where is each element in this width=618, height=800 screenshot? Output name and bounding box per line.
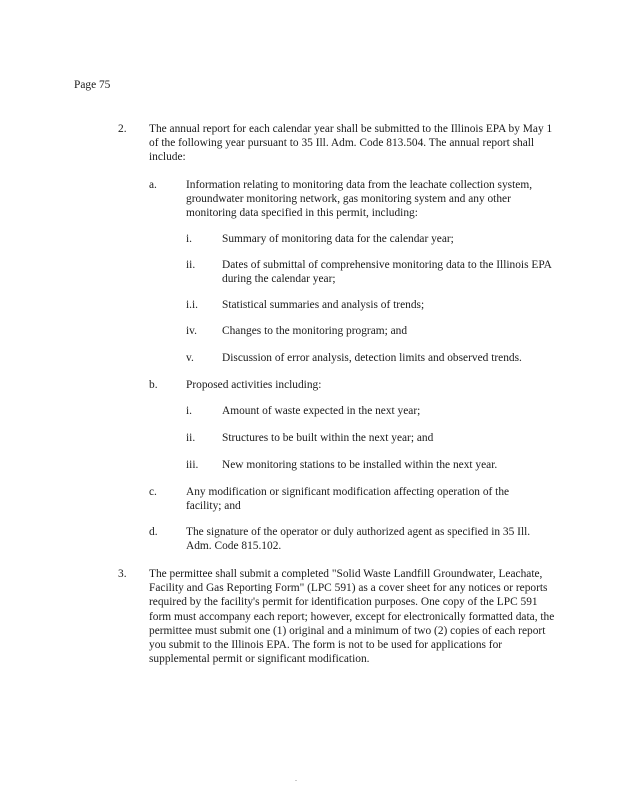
item-letter: a.	[149, 179, 157, 191]
sub-item-number: i.	[186, 405, 193, 417]
item-letter: c.	[149, 486, 157, 498]
sub-item-text: Amount of waste expected in the next year;	[222, 405, 421, 417]
item-number: 3.	[118, 568, 127, 580]
item-text: Proposed activities including:	[186, 379, 322, 391]
sub-item-text: Summary of monitoring data for the calendar year;	[222, 233, 454, 245]
sub-item-text: Discussion of error analysis, detection limits and observed trends.	[222, 352, 522, 364]
sub-item-text: Structures to be built within the next year; and	[222, 432, 434, 444]
sub-item-text: Statistical summaries and analysis of trends;	[222, 299, 425, 311]
item-number: 2.	[118, 123, 127, 135]
item-text: Any modification or significant modification affecting operation of the facility; and	[186, 486, 510, 513]
sub-item-number: i.i.	[186, 299, 199, 311]
sub-item-number: ii.	[186, 259, 196, 271]
sub-item-number: iii.	[186, 459, 199, 471]
item-text: The signature of the operator or duly authorized agent as specified in 35 Ill. Adm. Code 815.102.	[186, 526, 531, 553]
sub-item-number: iv.	[186, 325, 197, 337]
item-text: The permittee shall submit a completed "Solid Waste Landfill Groundwater, Leachate, Facility and Gas Reporting Form" (LPC 591) as a cover sheet for any notices or reports required by the facility's permit for identification purposes. One copy of the LPC 591 form must accompany each report; however, except for electronically formatted data, the permittee must submit one (1) original and a minimum of two (2) copies of each report you submit to the Illinois EPA. The form is not to be used for applications for supplemental permit or significant modification.	[149, 568, 555, 666]
sub-item-number: v.	[186, 352, 194, 364]
item-text: Information relating to monitoring data from the leachate collection system, groundwater monitoring network, gas monitoring system and any other monitoring data specified in this permit, including:	[186, 179, 533, 220]
item-letter: d.	[149, 526, 158, 538]
sub-item-text: New monitoring stations to be installed within the next year.	[222, 459, 498, 471]
sub-item-text: Dates of submittal of comprehensive monitoring data to the Illinois EPA during the calendar year;	[222, 259, 552, 286]
item-text: The annual report for each calendar year shall be submitted to the Illinois EPA by May 1 of the following year pursuant to 35 Ill. Adm. Code 813.504. The annual report shall include:	[149, 123, 553, 164]
item-letter: b.	[149, 379, 158, 391]
scan-mark: .	[295, 774, 297, 783]
sub-item-number: ii.	[186, 432, 196, 444]
sub-item-number: i.	[186, 233, 193, 245]
page-header: Page 75	[74, 79, 111, 91]
sub-item-text: Changes to the monitoring program; and	[222, 325, 408, 337]
